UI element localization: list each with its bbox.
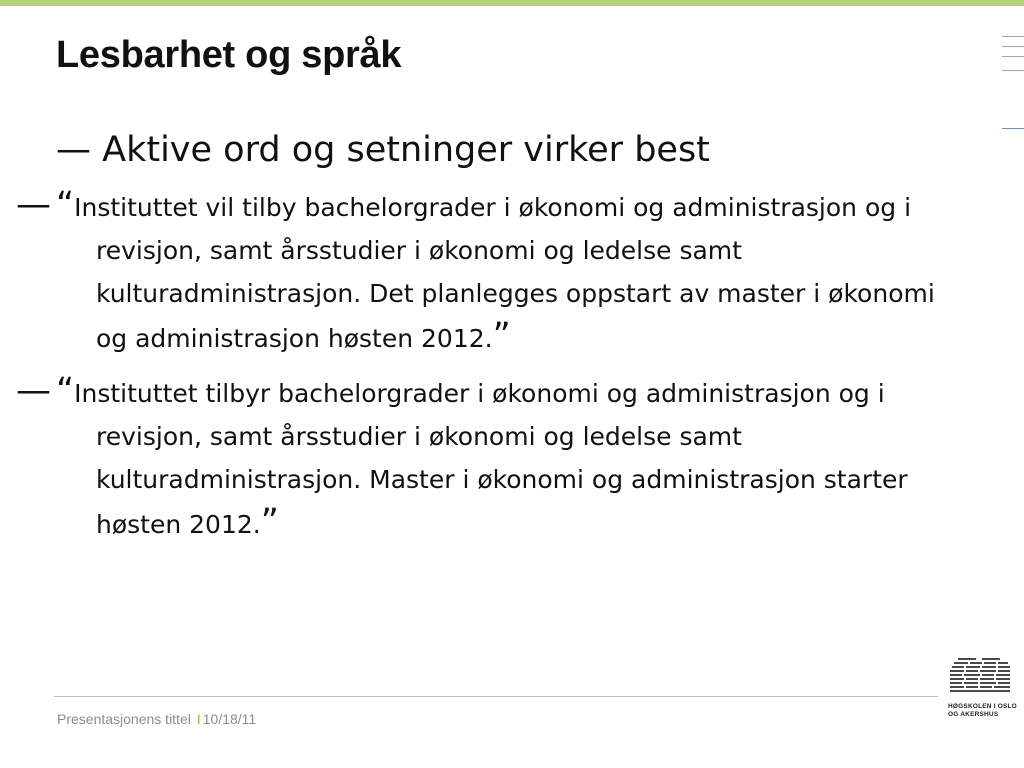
slide-title: Lesbarhet og språk xyxy=(56,34,402,76)
logo-wordmark xyxy=(948,703,1017,719)
logo-line-2: OG AKERSHUS xyxy=(948,711,999,718)
close-quote: ” xyxy=(260,502,279,542)
bullet-quote-1: — “Instituttet vil tilby bachelorgrader i økonomi og administrasjon og i revisjon, samt årsstudier i økonomi og ledelse samt kulturadministrasjon. Det planlegges oppstart av master i økonomi og administrasjon høsten 2012.” xyxy=(16,185,935,356)
bullet-main xyxy=(56,124,936,176)
bullet-main-text: Aktive ord og setninger virker best xyxy=(102,130,710,170)
footer-divider xyxy=(54,696,938,697)
bullet-quote-2: — “Instituttet tilbyr bachelorgrader i økonomi og administrasjon og i revisjon, samt årsstudier i økonomi og ledelse samt kulturadministrasjon. Master i økonomi og administrasjon starter høsten 2012.” xyxy=(16,371,908,542)
logo-line-1: HØGSKOLEN I OSLO xyxy=(948,703,1017,710)
close-quote: ” xyxy=(492,316,511,356)
dash-bullet: — xyxy=(56,130,91,170)
footer-date: 10/18/11 xyxy=(202,711,257,727)
quote-2-text: Instituttet tilbyr bachelorgrader i økonomi og administrasjon og i revisjon, samt årsstudier i økonomi og ledelse samt kulturadministrasjon. Master i økonomi og administrasjon starter høsten 2012. xyxy=(74,379,908,539)
institution-logo-icon xyxy=(948,656,1012,746)
side-decoration-lines xyxy=(1002,36,1024,136)
top-accent-bar xyxy=(0,0,1024,6)
footer xyxy=(57,711,256,727)
footer-presentation-title: Presentasjonens tittel xyxy=(57,711,191,727)
open-quote: “ xyxy=(56,371,75,411)
quote-1-text: Instituttet vil tilby bachelorgrader i økonomi og administrasjon og i revisjon, samt årsstudier i økonomi og ledelse samt kulturadministrasjon. Det planlegges oppstart av master i økonomi og administrasjon høsten 2012. xyxy=(74,193,935,353)
slide-content xyxy=(16,124,936,556)
footer-separator: I xyxy=(196,711,201,727)
open-quote: “ xyxy=(56,185,75,225)
